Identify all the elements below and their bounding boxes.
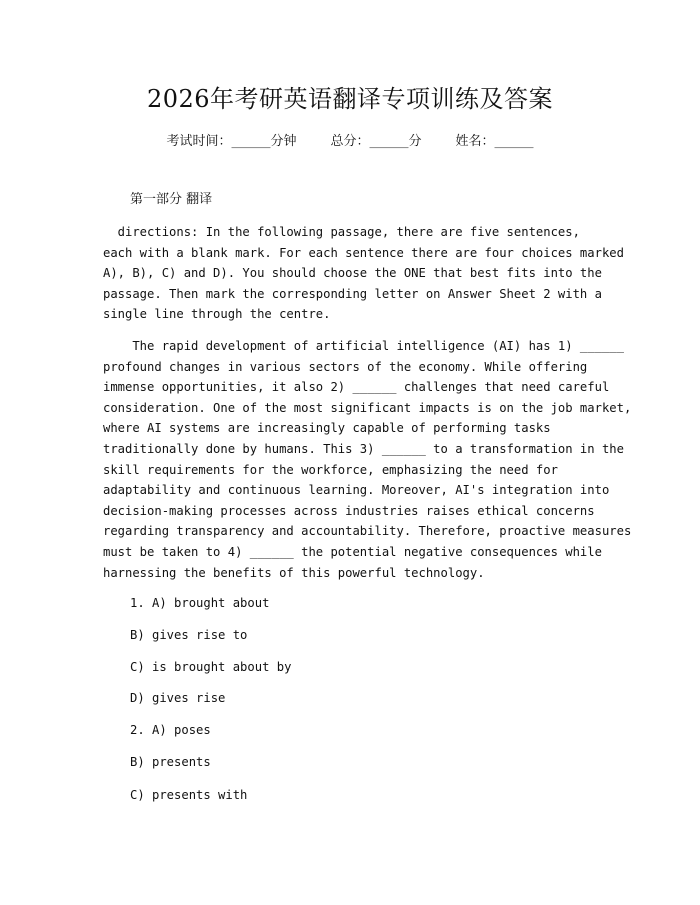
exam-time-field: 考试时间：______分钟 [166,134,297,149]
section-heading: 第一部分 翻译 [130,192,213,207]
option-1c: C) is brought about by [130,660,292,674]
passage-line: decision-making processes across industries raises ethical concerns [103,503,595,518]
directions-line: passage. Then mark the corresponding letter on Answer Sheet 2 with a [103,286,602,301]
passage-line: consideration. One of the most significant impacts is on the job market, [103,400,632,415]
passage-line: adaptability and continuous learning. Moreover, AI's integration into [103,483,610,498]
option-1a: 1. A) brought about [130,596,270,610]
option-1b: B) gives rise to [130,628,248,642]
passage-line: skill requirements for the workforce, emphasizing the need for [103,462,558,477]
passage-line: The rapid development of artificial intelligence (AI) has 1) ______ [103,339,624,353]
directions-line: directions: In the following passage, there are five sentences, [103,225,580,239]
exam-info-line [0,132,700,152]
directions-line: A), B), C) and D). You should choose the ONE that best fits into the [103,266,602,281]
option-2a: 2. A) poses [130,723,211,737]
passage-line: must be taken to 4) ______ the potential negative consequences while [103,544,602,559]
passage-line: immense opportunities, it also 2) ______ challenges that need careful [103,380,610,395]
passage-paragraph [103,336,632,583]
document-title: 2026年考研英语翻译专项训练及答案 [146,85,554,113]
passage-line: where AI systems are increasingly capable of performing tasks [103,421,551,436]
option-2b: B) presents [130,755,211,769]
passage-line: traditionally done by humans. This 3) ______ to a transformation in the [103,441,624,456]
directions-paragraph [103,222,624,325]
exam-name-field: 姓名：______ [455,134,534,149]
option-2c: C) presents with [130,788,248,802]
option-1d: D) gives rise [130,691,226,705]
passage-line: harnessing the benefits of this powerful technology. [103,565,485,580]
directions-line: each with a blank mark. For each sentence there are four choices marked [103,245,624,260]
exam-score-field: 总分：______分 [330,134,422,149]
passage-line: regarding transparency and accountability. Therefore, proactive measures [103,524,632,539]
directions-line: single line through the centre. [103,307,331,322]
passage-line: profound changes in various sectors of the economy. While offering [103,359,588,374]
